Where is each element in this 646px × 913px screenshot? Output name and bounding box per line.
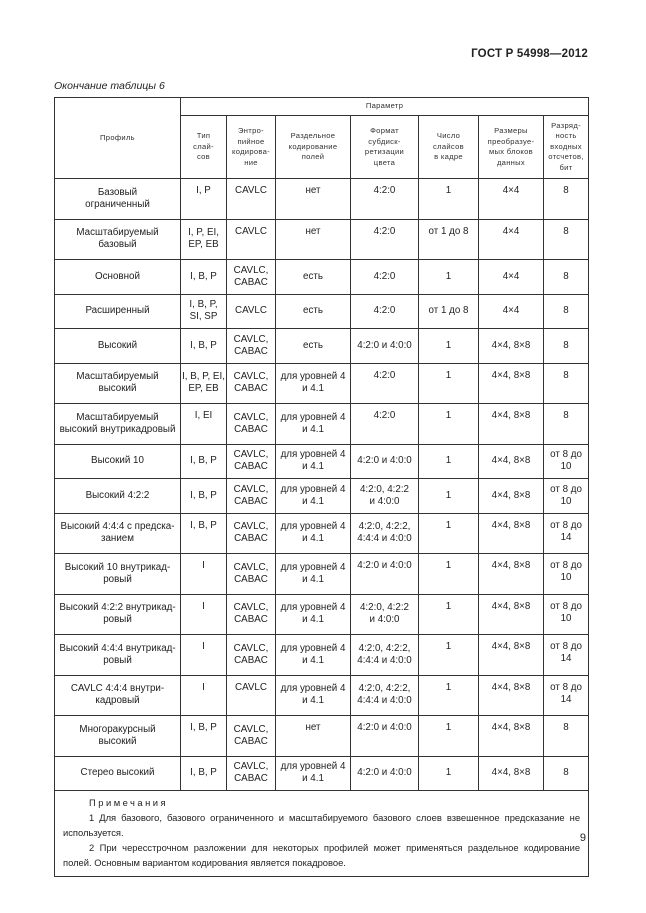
table-row: [55, 444, 589, 479]
table-cell: 8: [544, 219, 589, 260]
table-row: [55, 675, 589, 716]
table-cell: 1: [419, 260, 479, 295]
table-cell: CAVLC, CABAC: [227, 594, 276, 635]
table-cell: от 8 до 14: [544, 675, 589, 716]
table-cell: для уровней 4 и 4.1: [276, 404, 351, 445]
table-cell: I, B, P: [181, 756, 227, 791]
table-cell: CAVLC, CABAC: [227, 329, 276, 364]
table-cell: есть: [276, 260, 351, 295]
table-cell: 8: [544, 260, 589, 295]
table-cell: I, P, EI, EP, EB: [181, 219, 227, 260]
table-cell: от 8 до 14: [544, 513, 589, 554]
table-cell: 8: [544, 329, 589, 364]
table-cell: для уровней 4 и 4.1: [276, 635, 351, 676]
table-cell: CAVLC: [227, 219, 276, 260]
note-2: 2 При чересстрочном разложении для некоторых профилей может применяться раздельное кодирование полей. Основным вариантом кодирования является покадровое.: [63, 842, 581, 868]
table-cell: 4:2:0, 4:2:2, 4:4:4 и 4:0:0: [351, 675, 419, 716]
table-cell: 4:2:0: [351, 219, 419, 260]
notes-title: Примечания: [89, 797, 169, 808]
table-row: [55, 513, 589, 554]
profiles-table: [54, 97, 589, 877]
table-row: [55, 329, 589, 364]
table-cell: I, B, P: [181, 444, 227, 479]
table-cell: I: [181, 594, 227, 635]
table-cell: 4:2:0, 4:2:2, 4:4:4 и 4:0:0: [351, 513, 419, 554]
profile-cell: Масштабируемый высокий: [55, 363, 181, 404]
table-cell: 4×4, 8×8: [479, 363, 544, 404]
profile-header: Профиль: [55, 98, 181, 179]
table-caption: Окончание таблицы 6: [54, 80, 165, 92]
table-cell: нет: [276, 219, 351, 260]
table-cell: для уровней 4 и 4.1: [276, 363, 351, 404]
table-cell: 4×4, 8×8: [479, 444, 544, 479]
table-cell: CAVLC, CABAC: [227, 363, 276, 404]
profile-cell: Высокий 10 внутрикад- ровый: [55, 554, 181, 595]
table-cell: для уровней 4 и 4.1: [276, 513, 351, 554]
table-row: [55, 179, 589, 220]
table-cell: 1: [419, 756, 479, 791]
table-cell: 1: [419, 329, 479, 364]
table-row: [55, 594, 589, 635]
table-cell: CAVLC: [227, 179, 276, 220]
table-cell: 4:2:0 и 4:0:0: [351, 756, 419, 791]
table-cell: 4×4, 8×8: [479, 635, 544, 676]
table-cell: 8: [544, 404, 589, 445]
table-row: [55, 635, 589, 676]
table-cell: 4×4, 8×8: [479, 404, 544, 445]
profile-cell: Высокий 10: [55, 444, 181, 479]
table-cell: для уровней 4 и 4.1: [276, 554, 351, 595]
profile-cell: Стерео высокий: [55, 756, 181, 791]
table-cell: 4:2:0 и 4:0:0: [351, 554, 419, 595]
profile-cell: Высокий: [55, 329, 181, 364]
table-cell: 4×4, 8×8: [479, 479, 544, 514]
table-cell: 8: [544, 716, 589, 757]
standard-header: ГОСТ Р 54998—2012: [471, 48, 588, 60]
profile-cell: Расширенный: [55, 294, 181, 329]
profile-cell: Масштабируемый базовый: [55, 219, 181, 260]
table-cell: 8: [544, 363, 589, 404]
table-row: [55, 260, 589, 295]
table-cell: 4:2:0: [351, 404, 419, 445]
table-cell: 4×4: [479, 179, 544, 220]
profile-cell: Многоракурсный высокий: [55, 716, 181, 757]
table-cell: от 8 до 10: [544, 479, 589, 514]
table-cell: для уровней 4 и 4.1: [276, 479, 351, 514]
page-number: 9: [579, 832, 586, 844]
table-cell: 8: [544, 294, 589, 329]
table-cell: I: [181, 554, 227, 595]
table-cell: 4×4, 8×8: [479, 329, 544, 364]
table-row: [55, 554, 589, 595]
table-cell: CAVLC, CABAC: [227, 716, 276, 757]
table-cell: I, B, P: [181, 513, 227, 554]
table-cell: CAVLC, CABAC: [227, 444, 276, 479]
table-cell: 4:2:0: [351, 294, 419, 329]
note-1: 1 Для базового, базового ограниченного и масштабируемого базового слоев взвешенное предсказание не используется.: [63, 812, 581, 838]
table-cell: 4×4, 8×8: [479, 594, 544, 635]
table-cell: CAVLC, CABAC: [227, 404, 276, 445]
table-cell: 4:2:0 и 4:0:0: [351, 329, 419, 364]
column-header: Разряд- ность входных отсчетов, бит: [544, 116, 589, 179]
table-cell: 4×4: [479, 219, 544, 260]
table-row: [55, 404, 589, 445]
table-cell: I: [181, 635, 227, 676]
column-header: Число слайсов в кадре: [419, 116, 479, 179]
table-cell: от 8 до 10: [544, 554, 589, 595]
table-cell: 1: [419, 554, 479, 595]
table-cell: от 8 до 10: [544, 594, 589, 635]
profile-cell: CAVLC 4:4:4 внутри- кадровый: [55, 675, 181, 716]
profile-cell: Масштабируемый высокий внутрикадровый: [55, 404, 181, 445]
table-cell: 4:2:0, 4:2:2, 4:4:4 и 4:0:0: [351, 635, 419, 676]
table-cell: I, B, P, SI, SP: [181, 294, 227, 329]
notes: [55, 791, 589, 877]
profile-cell: Высокий 4:2:2: [55, 479, 181, 514]
table-cell: от 8 до 10: [544, 444, 589, 479]
table-cell: 4×4, 8×8: [479, 756, 544, 791]
table-row: [55, 716, 589, 757]
table-cell: есть: [276, 329, 351, 364]
profile-cell: Высокий 4:4:4 внутрикад- ровый: [55, 635, 181, 676]
table-cell: 1: [419, 179, 479, 220]
table-row: [55, 479, 589, 514]
table-cell: 4×4, 8×8: [479, 716, 544, 757]
profile-cell: Основной: [55, 260, 181, 295]
table-cell: 4:2:0: [351, 363, 419, 404]
parameter-header: Параметр: [181, 98, 589, 116]
table-cell: нет: [276, 716, 351, 757]
column-header: Раздельное кодирование полей: [276, 116, 351, 179]
table-cell: 4:2:0, 4:2:2 и 4:0:0: [351, 479, 419, 514]
table-cell: CAVLC, CABAC: [227, 554, 276, 595]
table-cell: 4:2:0: [351, 179, 419, 220]
table-cell: от 8 до 14: [544, 635, 589, 676]
table-cell: 4×4, 8×8: [479, 513, 544, 554]
table-cell: 1: [419, 513, 479, 554]
table-row: [55, 294, 589, 329]
table-cell: 4×4: [479, 294, 544, 329]
table-cell: I, EI: [181, 404, 227, 445]
table-cell: 1: [419, 479, 479, 514]
column-header: Энтро- пийное кодирова- ние: [227, 116, 276, 179]
column-header: Тип слай- сов: [181, 116, 227, 179]
table-cell: 1: [419, 404, 479, 445]
table-cell: CAVLC, CABAC: [227, 260, 276, 295]
table-cell: I, B, P: [181, 479, 227, 514]
table-cell: CAVLC, CABAC: [227, 756, 276, 791]
column-header: Формат субдиск- ретизации цвета: [351, 116, 419, 179]
table-cell: CAVLC: [227, 675, 276, 716]
table-row: [55, 756, 589, 791]
table-cell: I, P: [181, 179, 227, 220]
table-cell: для уровней 4 и 4.1: [276, 756, 351, 791]
table-cell: для уровней 4 и 4.1: [276, 675, 351, 716]
table-cell: 1: [419, 716, 479, 757]
table-row: [55, 363, 589, 404]
table-cell: 4:2:0: [351, 260, 419, 295]
table-cell: CAVLC, CABAC: [227, 513, 276, 554]
table-cell: от 1 до 8: [419, 219, 479, 260]
table-cell: для уровней 4 и 4.1: [276, 444, 351, 479]
table-cell: 1: [419, 635, 479, 676]
table-cell: 8: [544, 756, 589, 791]
profile-cell: Высокий 4:4:4 с предска- занием: [55, 513, 181, 554]
table-cell: 1: [419, 594, 479, 635]
table-cell: I, B, P, EI, EP, EB: [181, 363, 227, 404]
table-cell: 4:2:0 и 4:0:0: [351, 444, 419, 479]
table-cell: I, B, P: [181, 716, 227, 757]
table-cell: 4×4, 8×8: [479, 675, 544, 716]
column-header: Размеры преобразуе- мых блоков данных: [479, 116, 544, 179]
table-cell: 4×4, 8×8: [479, 554, 544, 595]
table-cell: от 1 до 8: [419, 294, 479, 329]
notes-row: [55, 791, 589, 877]
table-row: [55, 219, 589, 260]
table-cell: есть: [276, 294, 351, 329]
table-cell: 1: [419, 444, 479, 479]
table-cell: 4×4: [479, 260, 544, 295]
table-cell: нет: [276, 179, 351, 220]
table-cell: I, B, P: [181, 329, 227, 364]
table-cell: CAVLC, CABAC: [227, 479, 276, 514]
table-cell: для уровней 4 и 4.1: [276, 594, 351, 635]
table-cell: CAVLC, CABAC: [227, 635, 276, 676]
table-cell: 8: [544, 179, 589, 220]
profile-cell: Базовый ограниченный: [55, 179, 181, 220]
table-cell: 1: [419, 363, 479, 404]
table-cell: CAVLC: [227, 294, 276, 329]
table-cell: 4:2:0, 4:2:2 и 4:0:0: [351, 594, 419, 635]
table-cell: 4:2:0 и 4:0:0: [351, 716, 419, 757]
table-cell: 1: [419, 675, 479, 716]
table-cell: I, B, P: [181, 260, 227, 295]
profile-cell: Высокий 4:2:2 внутрикад- ровый: [55, 594, 181, 635]
table-cell: I: [181, 675, 227, 716]
